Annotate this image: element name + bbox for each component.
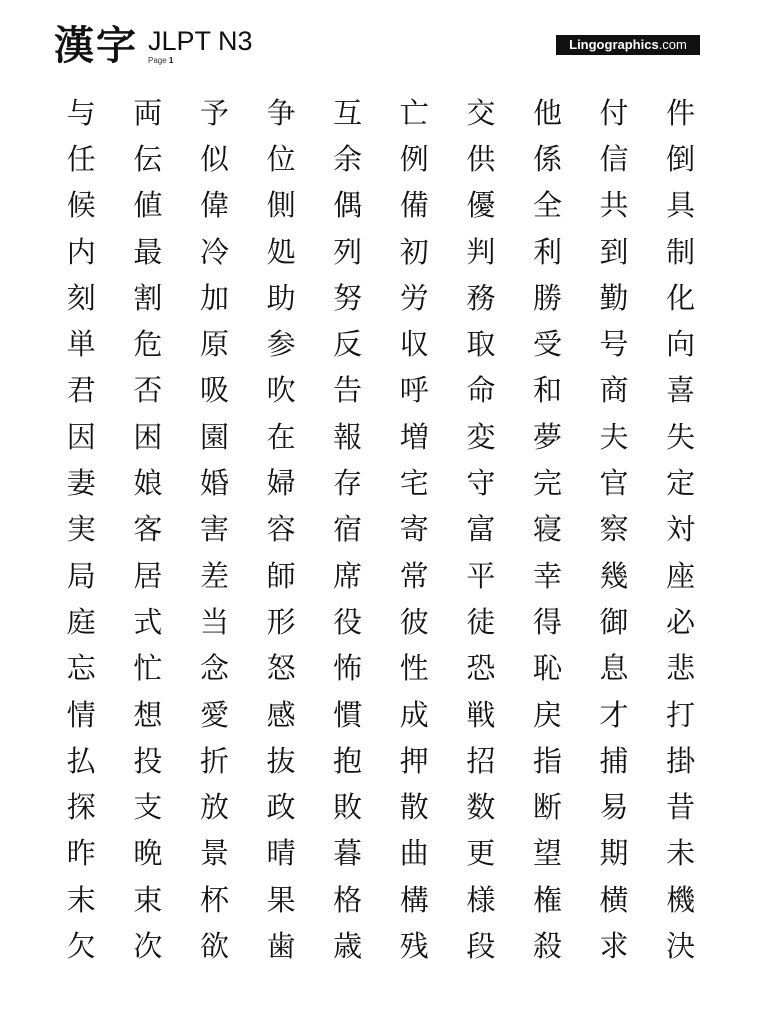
kanji-cell: 幾 (599, 558, 629, 593)
kanji-cell: 守 (466, 466, 496, 501)
kanji-cell: 座 (666, 558, 696, 593)
kanji-cell: 庭 (66, 604, 96, 639)
kanji-cell: 付 (599, 95, 629, 130)
kanji-cell: 受 (532, 327, 562, 362)
kanji-cell: 招 (466, 743, 496, 778)
kanji-cell: 完 (532, 466, 562, 501)
kanji-cell: 探 (66, 790, 96, 825)
kanji-cell: 商 (599, 373, 629, 408)
kanji-cell: 努 (333, 280, 363, 315)
kanji-cell: 富 (466, 512, 496, 547)
kanji-cell: 常 (399, 558, 429, 593)
kanji-cell: 果 (266, 882, 296, 917)
kanji-cell: 取 (466, 327, 496, 362)
kanji-cell: 吹 (266, 373, 296, 408)
kanji-cell: 情 (66, 697, 96, 732)
kanji-cell: 害 (199, 512, 229, 547)
kanji-cell: 求 (599, 928, 629, 963)
kanji-cell: 変 (466, 419, 496, 454)
kanji-cell: 両 (133, 95, 163, 130)
kanji-cell: 望 (532, 836, 562, 871)
kanji-cell: 散 (399, 790, 429, 825)
kanji-cell: 必 (666, 604, 696, 639)
kanji-cell: 亡 (399, 95, 429, 130)
kanji-cell: 晩 (133, 836, 163, 871)
kanji-cell: 未 (666, 836, 696, 871)
kanji-cell: 労 (399, 280, 429, 315)
kanji-cell: 割 (133, 280, 163, 315)
kanji-cell: 政 (266, 790, 296, 825)
kanji-cell: 末 (66, 882, 96, 917)
kanji-cell: 全 (532, 188, 562, 223)
kanji-cell: 指 (532, 743, 562, 778)
kanji-cell: 共 (599, 188, 629, 223)
kanji-cell: 列 (333, 234, 363, 269)
kanji-cell: 対 (666, 512, 696, 547)
kanji-cell: 備 (399, 188, 429, 223)
kanji-cell: 失 (666, 419, 696, 454)
kanji-cell: 偉 (199, 188, 229, 223)
kanji-cell: 権 (532, 882, 562, 917)
kanji-cell: 反 (333, 327, 363, 362)
kanji-cell: 余 (333, 141, 363, 176)
kanji-cell: 暮 (333, 836, 363, 871)
kanji-cell: 号 (599, 327, 629, 362)
kanji-cell: 夢 (532, 419, 562, 454)
page-label (148, 56, 173, 66)
kanji-cell: 収 (399, 327, 429, 362)
kanji-cell: 当 (199, 604, 229, 639)
kanji-cell: 利 (532, 234, 562, 269)
kanji-cell: 原 (199, 327, 229, 362)
kanji-cell: 娘 (133, 466, 163, 501)
kanji-cell: 最 (133, 234, 163, 269)
kanji-cell: 易 (599, 790, 629, 825)
kanji-cell: 次 (133, 928, 163, 963)
kanji-cell: 信 (599, 141, 629, 176)
kanji-cell: 居 (133, 558, 163, 593)
kanji-cell: 倒 (666, 141, 696, 176)
kanji-grid (48, 90, 714, 970)
kanji-cell: 吸 (199, 373, 229, 408)
kanji-cell: 殺 (532, 928, 562, 963)
kanji-cell: 抜 (266, 743, 296, 778)
kanji-cell: 慣 (333, 697, 363, 732)
kanji-cell: 客 (133, 512, 163, 547)
title-kanji: 漢字 (54, 22, 138, 69)
kanji-cell: 感 (266, 697, 296, 732)
kanji-cell: 参 (266, 327, 296, 362)
kanji-cell: 実 (66, 512, 96, 547)
kanji-cell: 想 (133, 697, 163, 732)
kanji-cell: 様 (466, 882, 496, 917)
kanji-cell: 務 (466, 280, 496, 315)
kanji-cell: 係 (532, 141, 562, 176)
kanji-cell: 才 (599, 697, 629, 732)
kanji-cell: 困 (133, 419, 163, 454)
kanji-cell: 平 (466, 558, 496, 593)
kanji-cell: 投 (133, 743, 163, 778)
kanji-cell: 定 (666, 466, 696, 501)
kanji-cell: 押 (399, 743, 429, 778)
kanji-cell: 園 (199, 419, 229, 454)
kanji-cell: 形 (266, 604, 296, 639)
kanji-cell: 内 (66, 234, 96, 269)
kanji-cell: 勤 (599, 280, 629, 315)
brand-name: Lingographics (569, 37, 659, 52)
kanji-cell: 横 (599, 882, 629, 917)
kanji-cell: 単 (66, 327, 96, 362)
kanji-cell: 位 (266, 141, 296, 176)
kanji-cell: 伝 (133, 141, 163, 176)
page-prefix: Page (148, 56, 167, 65)
kanji-cell: 差 (199, 558, 229, 593)
title-level: JLPT N3 (148, 26, 253, 56)
kanji-cell: 助 (266, 280, 296, 315)
kanji-cell: 愛 (199, 697, 229, 732)
kanji-cell: 否 (133, 373, 163, 408)
brand-tld: .com (658, 37, 687, 52)
kanji-cell: 悲 (666, 651, 696, 686)
kanji-cell: 容 (266, 512, 296, 547)
kanji-cell: 勝 (532, 280, 562, 315)
kanji-cell: 在 (266, 419, 296, 454)
kanji-cell: 戻 (532, 697, 562, 732)
kanji-cell: 刻 (66, 280, 96, 315)
kanji-cell: 式 (133, 604, 163, 639)
kanji-cell: 偶 (333, 188, 363, 223)
kanji-cell: 寄 (399, 512, 429, 547)
kanji-cell: 成 (399, 697, 429, 732)
kanji-cell: 彼 (399, 604, 429, 639)
kanji-cell: 機 (666, 882, 696, 917)
kanji-cell: 打 (666, 697, 696, 732)
kanji-cell: 段 (466, 928, 496, 963)
kanji-cell: 欠 (66, 928, 96, 963)
kanji-cell: 昨 (66, 836, 96, 871)
kanji-cell: 師 (266, 558, 296, 593)
kanji-cell: 息 (599, 651, 629, 686)
kanji-cell: 初 (399, 234, 429, 269)
kanji-cell: 歯 (266, 928, 296, 963)
kanji-cell: 互 (333, 95, 363, 130)
kanji-cell: 徒 (466, 604, 496, 639)
kanji-cell: 局 (66, 558, 96, 593)
kanji-cell: 加 (199, 280, 229, 315)
kanji-cell: 抱 (333, 743, 363, 778)
kanji-cell: 怒 (266, 651, 296, 686)
kanji-cell: 昔 (666, 790, 696, 825)
kanji-cell: 争 (266, 95, 296, 130)
kanji-cell: 掛 (666, 743, 696, 778)
kanji-cell: 宿 (333, 512, 363, 547)
kanji-cell: 御 (599, 604, 629, 639)
kanji-cell: 恐 (466, 651, 496, 686)
kanji-cell: 折 (199, 743, 229, 778)
kanji-cell: 報 (333, 419, 363, 454)
kanji-cell: 支 (133, 790, 163, 825)
kanji-cell: 夫 (599, 419, 629, 454)
kanji-cell: 呼 (399, 373, 429, 408)
kanji-cell: 喜 (666, 373, 696, 408)
kanji-cell: 似 (199, 141, 229, 176)
kanji-cell: 件 (666, 95, 696, 130)
kanji-cell: 化 (666, 280, 696, 315)
kanji-cell: 怖 (333, 651, 363, 686)
kanji-cell: 得 (532, 604, 562, 639)
kanji-cell: 優 (466, 188, 496, 223)
kanji-cell: 存 (333, 466, 363, 501)
kanji-cell: 官 (599, 466, 629, 501)
kanji-cell: 残 (399, 928, 429, 963)
kanji-cell: 側 (266, 188, 296, 223)
kanji-cell: 和 (532, 373, 562, 408)
kanji-cell: 寝 (532, 512, 562, 547)
kanji-cell: 恥 (532, 651, 562, 686)
kanji-cell: 婚 (199, 466, 229, 501)
kanji-cell: 例 (399, 141, 429, 176)
kanji-cell: 候 (66, 188, 96, 223)
kanji-cell: 席 (333, 558, 363, 593)
kanji-cell: 命 (466, 373, 496, 408)
kanji-cell: 歳 (333, 928, 363, 963)
kanji-cell: 婦 (266, 466, 296, 501)
kanji-cell: 冷 (199, 234, 229, 269)
kanji-cell: 景 (199, 836, 229, 871)
kanji-cell: 曲 (399, 836, 429, 871)
kanji-cell: 制 (666, 234, 696, 269)
kanji-cell: 増 (399, 419, 429, 454)
kanji-cell: 値 (133, 188, 163, 223)
kanji-cell: 判 (466, 234, 496, 269)
kanji-cell: 性 (399, 651, 429, 686)
kanji-cell: 告 (333, 373, 363, 408)
kanji-cell: 役 (333, 604, 363, 639)
kanji-cell: 欲 (199, 928, 229, 963)
kanji-cell: 宅 (399, 466, 429, 501)
kanji-cell: 断 (532, 790, 562, 825)
kanji-cell: 期 (599, 836, 629, 871)
kanji-cell: 戦 (466, 697, 496, 732)
kanji-cell: 構 (399, 882, 429, 917)
kanji-cell: 具 (666, 188, 696, 223)
kanji-cell: 忘 (66, 651, 96, 686)
kanji-cell: 念 (199, 651, 229, 686)
kanji-cell: 察 (599, 512, 629, 547)
kanji-cell: 予 (199, 95, 229, 130)
kanji-cell: 処 (266, 234, 296, 269)
kanji-cell: 束 (133, 882, 163, 917)
kanji-cell: 妻 (66, 466, 96, 501)
kanji-cell: 任 (66, 141, 96, 176)
kanji-cell: 更 (466, 836, 496, 871)
kanji-cell: 杯 (199, 882, 229, 917)
kanji-cell: 放 (199, 790, 229, 825)
kanji-cell: 数 (466, 790, 496, 825)
kanji-cell: 供 (466, 141, 496, 176)
kanji-cell: 与 (66, 95, 96, 130)
kanji-cell: 因 (66, 419, 96, 454)
brand-logo (556, 35, 700, 55)
kanji-cell: 交 (466, 95, 496, 130)
kanji-cell: 向 (666, 327, 696, 362)
kanji-cell: 払 (66, 743, 96, 778)
kanji-cell: 敗 (333, 790, 363, 825)
kanji-cell: 忙 (133, 651, 163, 686)
kanji-cell: 格 (333, 882, 363, 917)
kanji-cell: 他 (532, 95, 562, 130)
page-number: 1 (168, 56, 174, 65)
kanji-cell: 晴 (266, 836, 296, 871)
kanji-cell: 君 (66, 373, 96, 408)
page-header (0, 0, 768, 80)
kanji-cell: 幸 (532, 558, 562, 593)
kanji-cell: 到 (599, 234, 629, 269)
kanji-cell: 決 (666, 928, 696, 963)
kanji-cell: 捕 (599, 743, 629, 778)
kanji-cell: 危 (133, 327, 163, 362)
